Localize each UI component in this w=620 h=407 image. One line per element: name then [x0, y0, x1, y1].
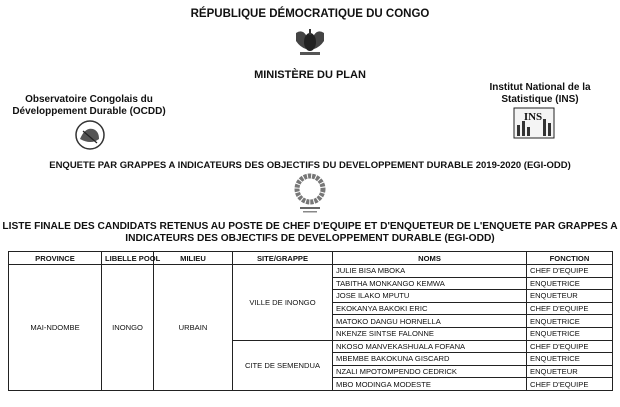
name-cell: NKENZE SINTSE FALONNE [333, 327, 527, 340]
role-cell: ENQUETRICE [527, 327, 613, 340]
header-pool: LIBELLE POOL [102, 252, 154, 265]
name-cell: MBEMBE BAKOKUNA GISCARD [333, 353, 527, 366]
name-cell: EKOKANYA BAKOKI ERIC [333, 302, 527, 315]
site-cell-2: CITE DE SEMENDUA [233, 340, 333, 390]
header-site: SITE/GRAPPE [233, 252, 333, 265]
role-cell: ENQUETEUR [527, 290, 613, 303]
header-noms: NOMS [333, 252, 527, 265]
province-cell: MAI-NDOMBE [9, 265, 102, 391]
header-fonction: FONCTION [527, 252, 613, 265]
table-header-row [9, 252, 613, 265]
name-cell: NZALI MPOTOMPENDO CEDRICK [333, 365, 527, 378]
name-cell: JOSE ILAKO MPUTU [333, 290, 527, 303]
role-cell: ENQUETRICE [527, 353, 613, 366]
name-cell: TABITHA MONKANGO KEMWA [333, 277, 527, 290]
table-row [9, 265, 613, 278]
survey-title: ENQUETE PAR GRAPPES A INDICATEURS DES OBJECTIFS DU DEVELOPPEMENT DURABLE 2019-2020 (EGI-ODD) [49, 160, 571, 171]
role-cell: ENQUETRICE [527, 315, 613, 328]
site-cell-1: VILLE DE INONGO [233, 265, 333, 341]
ocdd-name: Observatoire Congolais du Développement Durable (OCDD) [12, 94, 166, 117]
role-cell: CHEF D'EQUIPE [527, 302, 613, 315]
ocdd-logo-icon [71, 119, 109, 151]
list-title [0, 221, 620, 245]
header-province: PROVINCE [9, 252, 102, 265]
country-title: RÉPUBLIQUE DÉMOCRATIQUE DU CONGO [190, 8, 430, 20]
coat-of-arms-icon [292, 27, 328, 59]
milieu-cell: URBAIN [154, 265, 233, 391]
sdg-wheel-icon [291, 173, 329, 215]
header-milieu: MILIEU [154, 252, 233, 265]
name-cell: NKOSO MANVEKASHUALA FOFANA [333, 340, 527, 353]
ministry-title: MINISTÈRE DU PLAN [254, 69, 366, 81]
list-title-line-2: INDICATEURS DES OBJECTIFS DE DEVELOPPEMENT DURABLE (EGI-ODD) [125, 233, 495, 244]
ins-name: Institut National de la Statistique (INS) [489, 82, 591, 105]
role-cell: CHEF D'EQUIPE [527, 378, 613, 391]
name-cell: MBO MODINGA MODESTE [333, 378, 527, 391]
ins-logo-text: INS [523, 111, 543, 123]
name-cell: MATOKO DANGU HORNELLA [333, 315, 527, 328]
candidates-table [8, 251, 613, 391]
list-title-line-1: LISTE FINALE DES CANDIDATS RETENUS AU POSTE DE CHEF D'EQUIPE ET D'ENQUETEUR DE L'ENQUETE PAR GRAPPES A [2, 221, 618, 232]
role-cell: CHEF D'EQUIPE [527, 340, 613, 353]
role-cell: ENQUETRICE [527, 277, 613, 290]
pool-cell: INONGO [102, 265, 154, 391]
role-cell: CHEF D'EQUIPE [527, 265, 613, 278]
name-cell: JULIE BISA MBOKA [333, 265, 527, 278]
ins-logo-icon [513, 107, 555, 139]
role-cell: ENQUETEUR [527, 365, 613, 378]
